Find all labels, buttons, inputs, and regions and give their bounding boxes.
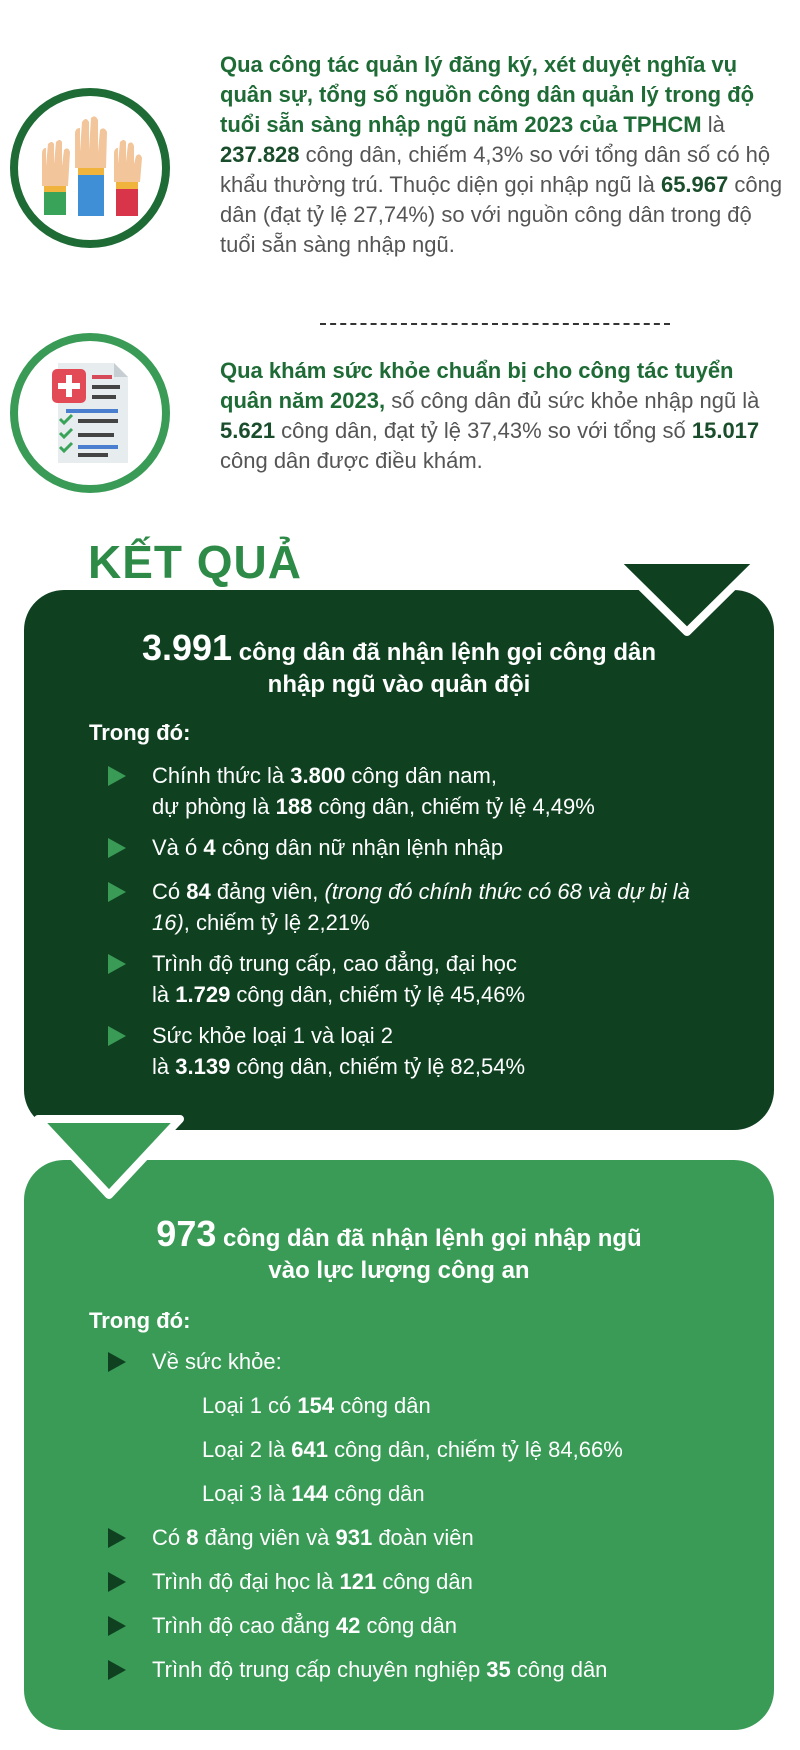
bullet-icon	[108, 954, 126, 974]
army-sub-heading: Trong đó:	[89, 720, 191, 745]
police-health-type2	[202, 1434, 623, 1465]
army-headline	[24, 627, 774, 701]
bullet-icon	[108, 1528, 126, 1548]
police-total: 973	[156, 1213, 217, 1254]
intro-paragraph-2	[220, 356, 790, 476]
number: 641	[291, 1437, 329, 1462]
intro-2-text-c: công dân được điều khám.	[220, 448, 483, 473]
army-item-official	[152, 760, 595, 822]
number: 84	[186, 879, 211, 904]
bullet-icon	[108, 1572, 126, 1592]
intro-1-number-b: 65.967	[660, 172, 729, 197]
number: 154	[297, 1393, 335, 1418]
police-item-health: Về sức khỏe:	[152, 1349, 282, 1374]
text: Trình độ đại học là	[152, 1569, 340, 1594]
police-item-college	[152, 1610, 457, 1641]
intro-paragraph-1	[220, 50, 790, 260]
raised-hands-icon	[18, 96, 162, 240]
intro-2-number-b: 15.017	[691, 418, 760, 443]
divider	[320, 323, 670, 325]
army-total: 3.991	[141, 627, 233, 668]
number: 144	[291, 1481, 329, 1506]
bullet-icon	[108, 1352, 126, 1372]
text: , chiếm tỷ lệ 2,21%	[183, 910, 370, 935]
text: là	[152, 982, 176, 1007]
number: 121	[339, 1569, 377, 1594]
police-results-box	[24, 1160, 774, 1730]
number: 3.139	[175, 1054, 231, 1079]
number: 931	[335, 1525, 373, 1550]
army-item-education	[152, 948, 525, 1010]
police-item-party	[152, 1522, 474, 1553]
bullet-icon	[108, 1026, 126, 1046]
medical-checklist-icon	[18, 341, 162, 485]
number: 42	[335, 1613, 361, 1638]
text: công dân, chiếm tỷ lệ 45,46%	[230, 982, 526, 1007]
army-item-female	[152, 832, 503, 863]
text: đảng viên,	[210, 879, 325, 904]
army-head-line2: nhập ngũ vào quân đội	[267, 671, 531, 698]
text: Sức khỏe loại 1 và loại 2	[152, 1023, 393, 1048]
text: công dân	[360, 1613, 457, 1638]
text: Có	[152, 1525, 187, 1550]
text: công dân	[376, 1569, 473, 1594]
text: công dân	[328, 1481, 425, 1506]
bullet-icon	[108, 1616, 126, 1636]
intro-2-text-a: số công dân đủ sức khỏe nhập ngũ là	[385, 388, 760, 413]
police-item-university	[152, 1566, 473, 1597]
number: 3.800	[290, 763, 346, 788]
hands-circle	[10, 88, 170, 248]
text: Loại 2 là	[202, 1437, 292, 1462]
number: 1.729	[175, 982, 231, 1007]
police-sub-heading: Trong đó:	[89, 1308, 191, 1333]
text: Loại 1 có	[202, 1393, 298, 1418]
police-health-type1	[202, 1390, 431, 1421]
text: Chính thức là	[152, 763, 291, 788]
intro-1-number-a: 237.828	[220, 142, 300, 167]
intro-2-lead: Qua khám sức khỏe chuẩn bị cho công tác tuyển quân năm 2023,	[220, 358, 734, 413]
italic-note: (trong đó chính thức có 68 và dự bị là 16)	[152, 879, 690, 935]
text: Trình độ cao đẳng	[152, 1613, 336, 1638]
text: công dân nữ nhận lệnh nhập	[215, 835, 504, 860]
intro-2-number-a: 5.621	[220, 418, 276, 443]
bullet-icon	[108, 882, 126, 902]
police-head-line1: công dân đã nhận lệnh gọi nhập ngũ	[216, 1225, 642, 1252]
medical-circle	[10, 333, 170, 493]
number: 35	[486, 1657, 511, 1682]
section-title: KẾT QUẢ	[88, 536, 302, 588]
text: đảng viên và	[198, 1525, 336, 1550]
arrow-notch-top	[614, 560, 760, 640]
text: Và ó	[152, 835, 204, 860]
police-health-type3	[202, 1478, 425, 1509]
number: 4	[203, 835, 216, 860]
army-results-box	[24, 590, 774, 1130]
army-head-line1: công dân đã nhận lệnh gọi công dân	[232, 639, 657, 666]
intro-1-text-c: công dân (đạt tỷ lệ 27,74%) so với nguồn công dân trong độ tuổi sẵn sàng nhập ngũ.	[220, 172, 783, 257]
text: công dân, chiếm tỷ lệ 82,54%	[230, 1054, 526, 1079]
bullet-icon	[108, 838, 126, 858]
bullet-icon	[108, 1660, 126, 1680]
text: Có	[152, 879, 187, 904]
arrow-notch-bottom	[34, 1115, 184, 1203]
text: Trình độ trung cấp, cao đẳng, đại học	[152, 951, 517, 976]
text: Trình độ trung cấp chuyên nghiệp	[152, 1657, 487, 1682]
text: đoàn viên	[372, 1525, 474, 1550]
text: Loại 3 là	[202, 1481, 292, 1506]
text: công dân, chiếm tỷ lệ 84,66%	[328, 1437, 623, 1462]
police-head-line2: vào lực lượng công an	[268, 1257, 530, 1284]
army-item-health	[152, 1020, 525, 1082]
number: 8	[186, 1525, 199, 1550]
bullet-icon	[108, 766, 126, 786]
police-headline	[24, 1213, 774, 1287]
number: 188	[275, 794, 313, 819]
police-item-vocational	[152, 1654, 607, 1685]
text: công dân, chiếm tỷ lệ 4,49%	[312, 794, 595, 819]
text: công dân	[334, 1393, 431, 1418]
text: công dân nam,	[345, 763, 497, 788]
intro-1-lead: Qua công tác quản lý đăng ký, xét duyệt nghĩa vụ quân sự, tổng số nguồn công dân quản lý trong độ tuổi sẵn sàng nhập ngũ năm 2023 của TPHCM	[220, 52, 755, 137]
intro-2-text-b: công dân, đạt tỷ lệ 37,43% so với tổng số	[275, 418, 692, 443]
text: dự phòng là	[152, 794, 276, 819]
intro-1-text-b: công dân, chiếm 4,3% so với tổng dân số có hộ khẩu thường trú. Thuộc diện gọi nhập ngũ là	[220, 142, 771, 197]
army-item-party	[152, 876, 712, 938]
text: công dân	[510, 1657, 608, 1682]
intro-1-text-a: là	[701, 112, 725, 137]
text: là	[152, 1054, 176, 1079]
